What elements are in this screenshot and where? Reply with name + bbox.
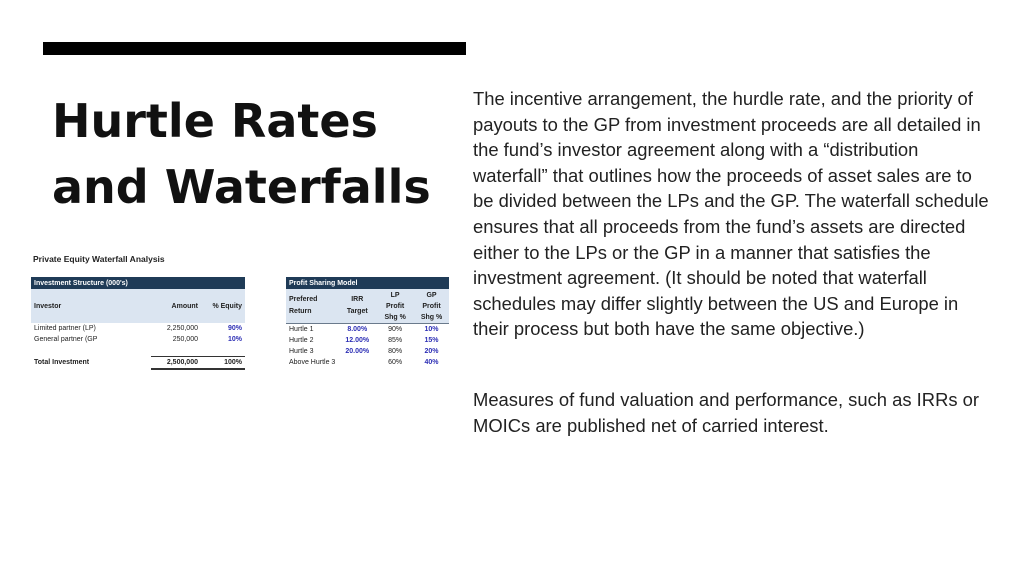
profit-table-header: Profit Sharing Model	[286, 277, 449, 289]
col-preferred-line2: Return	[289, 308, 312, 315]
hurdle-irr: 20.00%	[345, 348, 370, 355]
investment-structure-table	[31, 277, 245, 370]
spacer-row	[31, 345, 245, 357]
col-gp-line2: Profit	[422, 302, 441, 310]
col-lp-line3: Shg %	[384, 313, 406, 321]
col-lp-line1: LP	[390, 291, 400, 299]
col-gp-line3: Shg %	[420, 313, 443, 321]
total-equity: 100%	[201, 357, 245, 370]
investor-name: Limited partner (LP)	[34, 325, 96, 332]
col-lp-line2: Profit	[385, 302, 405, 310]
col-amount: Amount	[151, 289, 201, 323]
hurdle-gp-share: 10%	[424, 326, 439, 333]
hurdle-gp-share: 15%	[424, 337, 439, 344]
col-equity: % Equity	[201, 289, 245, 323]
col-preferred-line1: Prefered	[289, 296, 318, 303]
col-preferred-return	[286, 289, 338, 324]
hurdle-gp-share: 40%	[424, 359, 439, 366]
col-irr-line1: IRR	[351, 296, 364, 303]
col-irr-line2: Target	[346, 308, 368, 315]
hurdle-gp-share: 20%	[424, 348, 439, 355]
total-amount: 2,500,000	[151, 357, 201, 370]
table-row	[286, 324, 449, 336]
col-lp-profit-share	[376, 289, 414, 324]
hurdle-lp-share: 60%	[388, 359, 403, 366]
table-row	[286, 346, 449, 357]
investor-amount: 2,250,000	[166, 325, 198, 332]
title-line-2: and Waterfalls	[52, 160, 431, 214]
table-row	[31, 334, 245, 345]
investor-equity: 10%	[227, 336, 242, 343]
hurdle-irr: 12.00%	[345, 337, 370, 344]
col-gp-profit-share	[414, 289, 449, 324]
investor-amount: 250,000	[172, 336, 198, 343]
col-investor: Investor	[31, 289, 151, 323]
table-row	[286, 335, 449, 346]
col-gp-line1: GP	[426, 291, 437, 299]
hurdle-label: Hurtle 3	[289, 348, 314, 355]
table-row	[286, 357, 449, 368]
hurdle-irr	[338, 357, 376, 368]
investor-equity: 90%	[227, 325, 242, 332]
body-text	[473, 86, 993, 438]
total-label: Total Investment	[34, 359, 90, 367]
investment-table-header: Investment Structure (000's)	[31, 277, 245, 289]
profit-column-headers	[286, 289, 449, 324]
investor-name: General partner (GP	[34, 336, 98, 343]
col-irr-target	[338, 289, 376, 324]
paragraph-valuation: Measures of fund valuation and performance, such as IRRs or MOICs are published net of carried interest.	[473, 388, 980, 436]
title-line-1: Hurtle Rates	[52, 94, 378, 148]
decorative-top-bar	[43, 42, 466, 55]
hurdle-label: Hurtle 1	[289, 326, 314, 333]
profit-sharing-table	[286, 277, 449, 368]
investment-column-headers	[31, 289, 245, 323]
hurdle-lp-share: 85%	[388, 337, 403, 344]
slide-title	[52, 88, 452, 220]
total-row	[31, 357, 245, 370]
table-row	[31, 323, 245, 334]
hurdle-lp-share: 90%	[388, 326, 403, 333]
hurdle-lp-share: 80%	[388, 348, 403, 355]
hurdle-label: Above Hurtle 3	[289, 359, 336, 366]
hurdle-irr: 8.00%	[347, 326, 368, 333]
hurdle-label: Hurtle 2	[289, 337, 314, 344]
sheet-title: Private Equity Waterfall Analysis	[33, 254, 165, 264]
paragraph-waterfall: The incentive arrangement, the hurdle rate, and the priority of payouts to the GP from investment proceeds are all detailed in the fund’s investor agreement along with a “distribution waterfall” that outlines how the proceeds of asset sales are to be divided between the LPs and the GP. The waterfall schedule ensures that all proceeds from the fund’s assets are directed either to the LPs or the GP in a manner that satisfies the investment agreement. (It should be noted that waterfall schedules may differ slightly between the US and Europe in their process but both have the same objective.)	[473, 88, 989, 340]
